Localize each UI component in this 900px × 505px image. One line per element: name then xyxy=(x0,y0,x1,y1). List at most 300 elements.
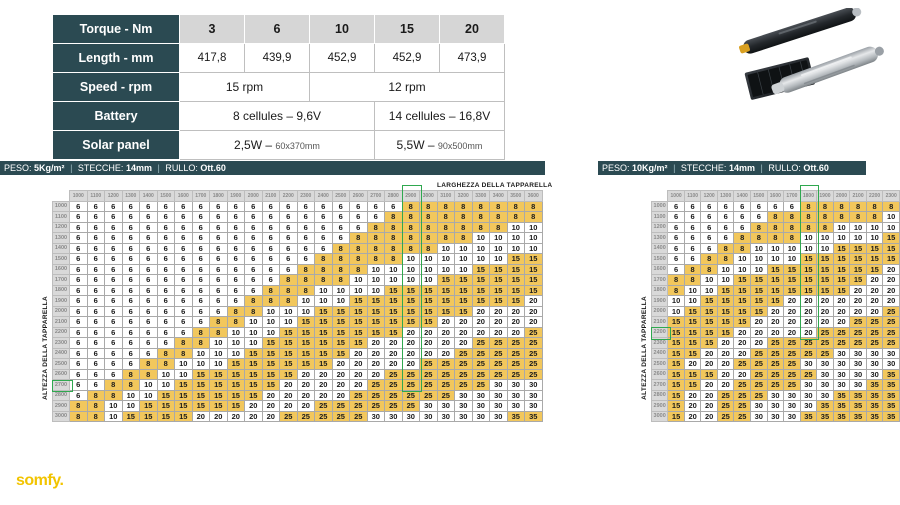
spec-row-label: Torque - Nm xyxy=(53,15,180,44)
matrix-cell: 6 xyxy=(701,233,718,244)
matrix-row xyxy=(53,369,543,380)
matrix-cell: 25 xyxy=(402,401,420,412)
matrix-cell: 25 xyxy=(800,338,817,349)
matrix-cell: 20 xyxy=(297,401,315,412)
matrix-cell: 10 xyxy=(175,369,193,380)
matrix-cell: 10 xyxy=(717,275,734,286)
matrix-cell: 6 xyxy=(175,233,193,244)
matrix-col-header: 2400 xyxy=(315,191,333,202)
matrix-header-row xyxy=(53,191,543,202)
matrix-cell: 6 xyxy=(297,243,315,254)
matrix-cell: 6 xyxy=(192,233,210,244)
matrix-cell: 15 xyxy=(817,285,834,296)
matrix-cell: 8 xyxy=(472,201,490,212)
matrix-cell: 20 xyxy=(350,348,368,359)
matrix-cell: 6 xyxy=(70,369,88,380)
matrix-cell: 15 xyxy=(784,285,801,296)
matrix-cell: 8 xyxy=(210,327,228,338)
matrix-row xyxy=(53,306,543,317)
matrix-cell: 6 xyxy=(245,243,263,254)
matrix-cell: 20 xyxy=(800,306,817,317)
matrix-cell: 8 xyxy=(140,359,158,370)
matrix-cell: 15 xyxy=(245,390,263,401)
matrix-row-header: 2200 xyxy=(652,327,668,338)
matrix-cell: 6 xyxy=(122,222,140,233)
matrix-cell: 15 xyxy=(315,327,333,338)
matrix-cell: 6 xyxy=(192,296,210,307)
matrix-cell: 30 xyxy=(800,359,817,370)
matrix-cell: 15 xyxy=(490,296,508,307)
separator-1: | xyxy=(70,163,73,173)
matrix-cell: 15 xyxy=(402,317,420,328)
matrix-cell: 10 xyxy=(490,254,508,265)
matrix-cell: 15 xyxy=(472,264,490,275)
matrix-cell: 30 xyxy=(490,390,508,401)
matrix-cell: 6 xyxy=(105,306,123,317)
matrix-cell: 10 xyxy=(122,390,140,401)
matrix-cell: 10 xyxy=(668,306,685,317)
matrix-cell: 10 xyxy=(175,359,193,370)
matrix-cell: 15 xyxy=(140,411,158,422)
matrix-row xyxy=(53,243,543,254)
right-matrix-section-header xyxy=(598,161,866,175)
matrix-cell: 15 xyxy=(192,401,210,412)
matrix-col-header: 1700 xyxy=(784,191,801,202)
matrix-cell: 20 xyxy=(717,348,734,359)
matrix-cell: 15 xyxy=(192,369,210,380)
matrix-cell: 6 xyxy=(245,264,263,275)
matrix-cell: 20 xyxy=(367,348,385,359)
matrix-row xyxy=(652,338,900,349)
matrix-cell: 25 xyxy=(883,317,900,328)
matrix-cell: 6 xyxy=(192,201,210,212)
matrix-cell: 6 xyxy=(280,212,298,223)
matrix-row-header: 2900 xyxy=(652,401,668,412)
matrix-cell: 30 xyxy=(507,390,525,401)
matrix-cell: 30 xyxy=(784,390,801,401)
matrix-cell: 15 xyxy=(262,359,280,370)
matrix-cell: 20 xyxy=(437,327,455,338)
matrix-cell: 20 xyxy=(315,369,333,380)
matrix-cell: 10 xyxy=(367,264,385,275)
right-y-axis-label: ALTEZZA DELLA TAPPARELLA xyxy=(641,296,648,400)
matrix-cell: 15 xyxy=(734,275,751,286)
matrix-row-header: 1900 xyxy=(53,296,70,307)
matrix-cell: 15 xyxy=(350,317,368,328)
matrix-cell: 30 xyxy=(385,411,403,422)
matrix-cell: 25 xyxy=(767,338,784,349)
matrix-cell: 25 xyxy=(350,390,368,401)
matrix-cell: 25 xyxy=(437,380,455,391)
matrix-cell: 6 xyxy=(210,296,228,307)
matrix-row xyxy=(652,254,900,265)
matrix-cell: 6 xyxy=(315,201,333,212)
matrix-cell: 20 xyxy=(717,369,734,380)
matrix-cell: 10 xyxy=(817,243,834,254)
matrix-cell: 6 xyxy=(684,243,701,254)
matrix-col-header: 1600 xyxy=(175,191,193,202)
matrix-row-header: 1800 xyxy=(53,285,70,296)
right-stecche-value: 14mm xyxy=(728,163,755,173)
matrix-cell: 8 xyxy=(767,212,784,223)
matrix-cell: 6 xyxy=(210,201,228,212)
matrix-cell: 15 xyxy=(315,317,333,328)
matrix-cell: 15 xyxy=(701,327,718,338)
matrix-cell: 15 xyxy=(472,296,490,307)
matrix-cell: 10 xyxy=(684,285,701,296)
matrix-cell: 10 xyxy=(297,306,315,317)
matrix-cell: 15 xyxy=(245,359,263,370)
matrix-cell: 6 xyxy=(280,233,298,244)
matrix-cell: 20 xyxy=(262,401,280,412)
matrix-row xyxy=(652,275,900,286)
left-stecche-value: 14mm xyxy=(125,163,152,173)
matrix-cell: 15 xyxy=(668,317,685,328)
spec-row xyxy=(53,73,505,102)
matrix-cell: 10 xyxy=(315,285,333,296)
matrix-cell: 6 xyxy=(210,285,228,296)
matrix-cell: 6 xyxy=(122,317,140,328)
matrix-cell: 6 xyxy=(175,264,193,275)
matrix-cell: 8 xyxy=(192,327,210,338)
matrix-cell: 6 xyxy=(87,275,105,286)
matrix-cell: 8 xyxy=(385,254,403,265)
matrix-cell: 10 xyxy=(490,243,508,254)
matrix-cell: 6 xyxy=(175,285,193,296)
matrix-row xyxy=(53,338,543,349)
matrix-cell: 25 xyxy=(472,369,490,380)
matrix-cell: 8 xyxy=(332,275,350,286)
matrix-cell: 35 xyxy=(833,401,850,412)
matrix-cell: 20 xyxy=(437,348,455,359)
matrix-cell: 6 xyxy=(105,264,123,275)
matrix-cell: 6 xyxy=(70,222,88,233)
matrix-cell: 15 xyxy=(684,306,701,317)
matrix-row-header: 2200 xyxy=(53,327,70,338)
matrix-cell: 8 xyxy=(332,264,350,275)
matrix-cell: 8 xyxy=(367,233,385,244)
matrix-cell: 6 xyxy=(105,296,123,307)
matrix-cell: 6 xyxy=(87,338,105,349)
matrix-cell: 6 xyxy=(140,296,158,307)
matrix-cell: 6 xyxy=(192,264,210,275)
matrix-cell: 6 xyxy=(332,233,350,244)
matrix-cell: 6 xyxy=(140,264,158,275)
left-selection-matrix xyxy=(0,176,560,421)
matrix-cell: 6 xyxy=(70,285,88,296)
matrix-cell: 25 xyxy=(350,411,368,422)
matrix-cell: 10 xyxy=(668,296,685,307)
matrix-cell: 15 xyxy=(734,285,751,296)
matrix-cell: 6 xyxy=(105,317,123,328)
matrix-cell: 20 xyxy=(684,401,701,412)
spec-cell: 417,8 xyxy=(180,44,245,73)
matrix-cell: 6 xyxy=(315,222,333,233)
matrix-cell: 8 xyxy=(87,401,105,412)
matrix-cell: 30 xyxy=(883,359,900,370)
matrix-cell: 35 xyxy=(866,380,883,391)
matrix-cell: 20 xyxy=(402,327,420,338)
matrix-row xyxy=(652,306,900,317)
matrix-cell: 6 xyxy=(192,317,210,328)
matrix-row xyxy=(652,243,900,254)
matrix-cell: 6 xyxy=(105,285,123,296)
matrix-cell: 30 xyxy=(850,369,867,380)
matrix-cell: 30 xyxy=(866,348,883,359)
matrix-cell: 20 xyxy=(507,327,525,338)
matrix-cell: 6 xyxy=(175,317,193,328)
matrix-cell: 10 xyxy=(866,233,883,244)
matrix-cell: 10 xyxy=(350,275,368,286)
matrix-cell: 15 xyxy=(717,317,734,328)
matrix-col-header: 3100 xyxy=(437,191,455,202)
matrix-cell: 8 xyxy=(332,243,350,254)
matrix-cell: 15 xyxy=(280,369,298,380)
matrix-row xyxy=(652,380,900,391)
matrix-cell: 15 xyxy=(332,338,350,349)
matrix-cell: 8 xyxy=(105,380,123,391)
matrix-cell: 25 xyxy=(883,306,900,317)
matrix-cell: 15 xyxy=(866,264,883,275)
matrix-cell: 6 xyxy=(157,306,175,317)
matrix-cell: 15 xyxy=(332,317,350,328)
matrix-cell: 20 xyxy=(385,338,403,349)
matrix-cell: 10 xyxy=(767,243,784,254)
matrix-cell: 15 xyxy=(385,306,403,317)
matrix-cell: 8 xyxy=(297,264,315,275)
matrix-cell: 8 xyxy=(866,212,883,223)
matrix-cell: 20 xyxy=(701,380,718,391)
matrix-cell: 6 xyxy=(122,254,140,265)
matrix-cell: 6 xyxy=(210,254,228,265)
matrix-cell: 10 xyxy=(210,338,228,349)
matrix-cell: 6 xyxy=(175,222,193,233)
matrix-cell: 6 xyxy=(297,254,315,265)
matrix-cell: 20 xyxy=(751,338,768,349)
matrix-cell: 15 xyxy=(420,317,438,328)
matrix-cell: 30 xyxy=(833,369,850,380)
matrix-cell: 8 xyxy=(402,243,420,254)
matrix-cell: 8 xyxy=(455,233,473,244)
matrix-cell: 6 xyxy=(668,243,685,254)
matrix-cell: 30 xyxy=(784,411,801,422)
separator-3: | xyxy=(673,163,676,173)
matrix-cell: 8 xyxy=(701,254,718,265)
matrix-cell: 6 xyxy=(227,233,245,244)
matrix-cell: 6 xyxy=(157,338,175,349)
matrix-cell: 6 xyxy=(140,306,158,317)
matrix-cell: 6 xyxy=(157,327,175,338)
matrix-cell: 15 xyxy=(385,285,403,296)
matrix-col-header: 1400 xyxy=(734,191,751,202)
matrix-cell: 20 xyxy=(866,296,883,307)
matrix-cell: 20 xyxy=(684,411,701,422)
matrix-cell: 15 xyxy=(420,306,438,317)
matrix-cell: 15 xyxy=(850,275,867,286)
matrix-cell: 15 xyxy=(157,411,175,422)
matrix-cell: 25 xyxy=(455,359,473,370)
matrix-row-header: 3000 xyxy=(652,411,668,422)
right-rullo-value: Ott.60 xyxy=(803,163,829,173)
matrix-cell: 25 xyxy=(420,369,438,380)
matrix-row-header: 1700 xyxy=(652,275,668,286)
matrix-cell: 20 xyxy=(297,369,315,380)
matrix-cell: 8 xyxy=(367,254,385,265)
matrix-cell: 6 xyxy=(192,222,210,233)
matrix-cell: 20 xyxy=(767,306,784,317)
matrix-cell: 10 xyxy=(420,275,438,286)
matrix-cell: 6 xyxy=(767,201,784,212)
matrix-cell: 35 xyxy=(850,401,867,412)
matrix-cell: 8 xyxy=(507,201,525,212)
matrix-cell: 6 xyxy=(122,327,140,338)
matrix-cell: 10 xyxy=(866,222,883,233)
matrix-cell: 25 xyxy=(817,327,834,338)
matrix-cell: 8 xyxy=(817,212,834,223)
matrix-cell: 30 xyxy=(420,401,438,412)
matrix-cell: 6 xyxy=(262,212,280,223)
matrix-cell: 8 xyxy=(751,233,768,244)
matrix-cell: 10 xyxy=(437,264,455,275)
matrix-cell: 20 xyxy=(850,285,867,296)
matrix-cell: 6 xyxy=(175,327,193,338)
matrix-cell: 15 xyxy=(210,369,228,380)
matrix-cell: 25 xyxy=(883,327,900,338)
matrix-row-header: 2900 xyxy=(53,401,70,412)
matrix-row-header: 1500 xyxy=(652,254,668,265)
matrix-cell: 25 xyxy=(385,401,403,412)
matrix-cell: 20 xyxy=(784,327,801,338)
matrix-cell: 20 xyxy=(734,338,751,349)
matrix-cell: 20 xyxy=(833,306,850,317)
matrix-cell: 6 xyxy=(192,212,210,223)
matrix-cell: 15 xyxy=(350,338,368,349)
matrix-cell: 25 xyxy=(817,338,834,349)
matrix-cell: 6 xyxy=(87,264,105,275)
matrix-cell: 6 xyxy=(684,233,701,244)
matrix-cell: 10 xyxy=(751,264,768,275)
matrix-cell: 15 xyxy=(684,348,701,359)
matrix-cell: 20 xyxy=(262,411,280,422)
spec-row xyxy=(53,102,505,131)
matrix-cell: 6 xyxy=(245,254,263,265)
matrix-cell: 10 xyxy=(105,401,123,412)
matrix-cell: 8 xyxy=(490,212,508,223)
matrix-cell: 8 xyxy=(437,233,455,244)
matrix-row-header: 1100 xyxy=(652,212,668,223)
matrix-cell: 30 xyxy=(525,390,543,401)
matrix-cell: 15 xyxy=(227,401,245,412)
matrix-cell: 15 xyxy=(280,348,298,359)
matrix-cell: 6 xyxy=(140,317,158,328)
matrix-cell: 15 xyxy=(262,369,280,380)
matrix-cell: 8 xyxy=(122,369,140,380)
matrix-cell: 8 xyxy=(280,285,298,296)
matrix-cell: 25 xyxy=(734,390,751,401)
matrix-cell: 25 xyxy=(385,380,403,391)
matrix-cell: 20 xyxy=(472,327,490,338)
matrix-cell: 6 xyxy=(87,201,105,212)
matrix-cell: 25 xyxy=(751,348,768,359)
matrix-cell: 8 xyxy=(367,222,385,233)
matrix-cell: 6 xyxy=(262,222,280,233)
matrix-cell: 15 xyxy=(751,306,768,317)
matrix-cell: 20 xyxy=(684,390,701,401)
matrix-cell: 20 xyxy=(385,348,403,359)
matrix-row-header: 2300 xyxy=(53,338,70,349)
spec-cell-merged: 5,5W – 90x500mm xyxy=(375,131,505,160)
matrix-cell: 30 xyxy=(525,401,543,412)
matrix-cell: 6 xyxy=(122,359,140,370)
matrix-cell: 6 xyxy=(105,201,123,212)
matrix-cell: 6 xyxy=(175,275,193,286)
matrix-cell: 15 xyxy=(833,254,850,265)
left-matrix-section-header xyxy=(0,161,545,175)
matrix-cell: 30 xyxy=(455,401,473,412)
matrix-cell: 6 xyxy=(140,233,158,244)
matrix-cell: 30 xyxy=(800,401,817,412)
matrix-cell: 8 xyxy=(800,201,817,212)
matrix-cell: 6 xyxy=(140,348,158,359)
matrix-cell: 6 xyxy=(175,212,193,223)
matrix-cell: 25 xyxy=(402,390,420,401)
matrix-cell: 20 xyxy=(507,317,525,328)
matrix-cell: 20 xyxy=(402,359,420,370)
matrix-cell: 6 xyxy=(122,296,140,307)
matrix-cell: 6 xyxy=(192,306,210,317)
spec-cell: 20 xyxy=(440,15,505,44)
matrix-cell: 8 xyxy=(70,401,88,412)
matrix-cell: 20 xyxy=(367,359,385,370)
spec-cell-merged: 8 cellules – 9,6V xyxy=(180,102,375,131)
matrix-cell: 15 xyxy=(227,369,245,380)
matrix-cell: 30 xyxy=(420,411,438,422)
matrix-cell: 6 xyxy=(140,327,158,338)
matrix-cell: 8 xyxy=(385,222,403,233)
matrix-cell: 20 xyxy=(350,369,368,380)
matrix-cell: 25 xyxy=(367,380,385,391)
spec-row-label: Speed - rpm xyxy=(53,73,180,102)
matrix-cell: 15 xyxy=(717,327,734,338)
matrix-cell: 25 xyxy=(437,390,455,401)
matrix-cell: 10 xyxy=(507,243,525,254)
matrix-cell: 15 xyxy=(385,327,403,338)
matrix-cell: 20 xyxy=(833,317,850,328)
matrix-row-header: 2400 xyxy=(53,348,70,359)
matrix-cell: 6 xyxy=(717,222,734,233)
matrix-cell: 15 xyxy=(262,380,280,391)
matrix-cell: 6 xyxy=(140,201,158,212)
matrix-cell: 15 xyxy=(833,243,850,254)
matrix-cell: 10 xyxy=(767,254,784,265)
matrix-cell: 6 xyxy=(87,233,105,244)
matrix-cell: 20 xyxy=(866,306,883,317)
matrix-cell: 35 xyxy=(833,390,850,401)
matrix-cell: 8 xyxy=(767,233,784,244)
spec-cell: 452,9 xyxy=(310,44,375,73)
matrix-cell: 8 xyxy=(402,222,420,233)
matrix-cell: 8 xyxy=(717,243,734,254)
matrix-cell: 6 xyxy=(751,201,768,212)
matrix-row xyxy=(53,285,543,296)
matrix-cell: 6 xyxy=(122,212,140,223)
matrix-cell: 20 xyxy=(817,306,834,317)
matrix-cell: 15 xyxy=(668,411,685,422)
matrix-cell: 15 xyxy=(297,348,315,359)
matrix-cell: 6 xyxy=(105,338,123,349)
matrix-cell: 8 xyxy=(784,212,801,223)
matrix-cell: 10 xyxy=(472,233,490,244)
